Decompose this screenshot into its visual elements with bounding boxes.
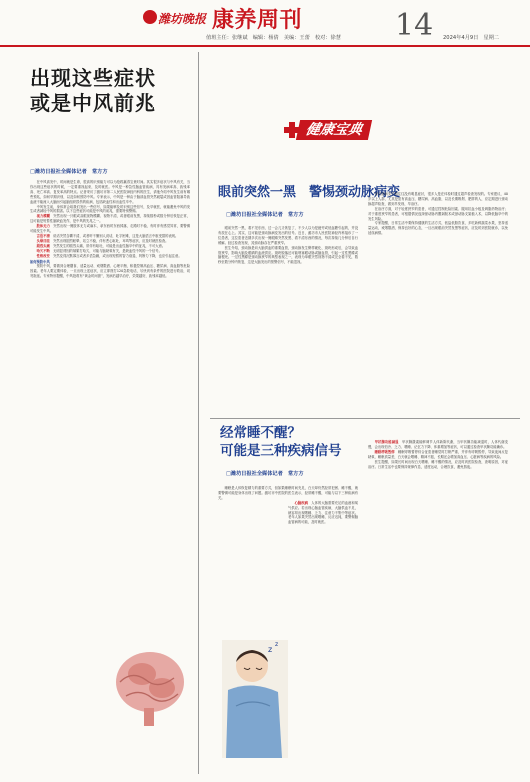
sleep-item-3: 睡眠呼吸暂停 睡眠呼吸暂停综合征患者睡觉时打鼾严重，并伴有呼吸暂停，导致夜间反复缺氧、睡眠质量差，白天就会嗜睡、精神不振，长期还会增加高血压、心脏病等疾病的风险。	[368, 449, 509, 459]
symptom-item-6: 哈欠不断 无明显诱因的频繁打哈欠，可能与脑缺氧有关，是缺血性中风的一个信号。	[36, 248, 162, 253]
article3-byline: □潍坊日报社全媒体记者 常方方	[226, 471, 304, 477]
masthead-title: 康养周刊	[212, 7, 303, 33]
svg-text:z: z	[268, 645, 273, 654]
article3-p1: 睡眠是人体恢复精力的重要方式，但如果睡眠时间充足，白天却仍然经常犯困、睡不醒，就要警惕可能是身体出现了问题。潍坊市中医院的医生表示，经常睡不醒，可能与以下三种疾病有关。	[218, 486, 358, 500]
article3-headline-line-2: 可能是三种疾病信号	[220, 443, 342, 459]
symptom-item-2: 肢体无力 突然出现一侧肢体无力或麻木，拿东西时东西掉落，走路时不稳，有时伴有感觉异常，要警惕可能发生中风。	[30, 224, 191, 234]
article3-col-2	[368, 440, 508, 469]
health-logo	[284, 120, 404, 142]
symptom-item-4: 头晕目眩 突然出现剧烈眩晕，站立不稳，伴有恶心呕吐，耳鸣等症状，应及时就医检查。	[36, 238, 169, 243]
symptom-item-5: 剧烈头痛 突然发生的剧烈头痛，常伴有呕吐，可能是出血性脑卒中的征兆，不可大意。	[36, 243, 166, 248]
sleep-item-1: 心脑疾病 人体的大脑需要充足的血液和氧气供应。若出现心脑血管疾病，大脑供血不足，就容易出现嗜睡、乏力、注意力不集中等症状。老年人如果突然出现嗜睡、反应迟钝，要警惕脑血管病的可能，及时就医。	[288, 500, 359, 525]
article2-p3: 颈动脉病变早期往往没有明显症状，很多人是在体检时通过超声检查发现的。专家建议，40岁以上人群，尤其是患有高血压、糖尿病、高血脂，以及长期吸烟、肥胖的人，应定期进行颈动脉超声检查，做到早发现、早治疗。	[368, 192, 508, 206]
symptom-item-1: 视力模糊 突然出现一只眼或双眼视物模糊、视物不清，或者眼前发黑，持续数秒或数分钟后恢复正常，这可能是短暂性脑缺血发作，是中风的先兆之一。	[30, 214, 191, 224]
article2-p5: 专家提醒，日常生活中要保持健康的生活方式，低盐低脂饮食，多吃新鲜蔬菜水果，坚持适量运动，戒烟限酒，保持良好的心态，一旦出现眼前突然发黑等症状，应及时到医院就诊，以免延误病情。	[368, 221, 508, 236]
brain-image-icon	[108, 640, 186, 730]
article2-col-1	[218, 226, 358, 265]
masthead-logo-icon	[143, 10, 157, 24]
section-separator	[210, 418, 520, 419]
article2-headline: 眼前突然一黑 警惕颈动脉病变	[218, 185, 401, 200]
prevent-title: 如何预防中风	[30, 259, 50, 264]
brain-illustration	[108, 640, 186, 730]
masthead-info: 值班主任：张继斌 编辑：杨倩 美编：王蕾 校对：徐慧	[206, 35, 341, 41]
article1-byline: □潍坊日报社全媒体记者 常方方	[30, 169, 108, 175]
headline-line-2: 或是中风前兆	[30, 91, 156, 115]
sleeping-person-icon	[222, 640, 288, 758]
article2-byline: □潍坊日报社全媒体记者 常方方	[226, 212, 304, 218]
article3-ending: 医生提醒，如果长时间出现白天嗜睡、睡不醒的情况，应及时到医院检查，查明原因，对症治疗。日常生活中也要保持规律作息，适度运动，合理饮食，避免熬夜。	[368, 459, 508, 469]
sleep-illustration	[222, 640, 288, 758]
article2-p2: 医生介绍，颈动脉是向大脑供血的重要血管，颈动脉发生粥样硬化、斑块形成后，会导致血管狭窄，影响大脑及眼睛的血液供应。斑块脱落还可能堵塞眼动脉或脑血管，引起一过性黑矇或脑梗死。一过性黑矇是颈动脉狭窄的典型表现之一，表现为单眼突然视物不清或完全看不见，数秒至数分钟内恢复，这是大脑发出的预警信号，不能忽视。	[218, 245, 358, 265]
headline-line-1: 出现这些症状	[30, 66, 156, 90]
article1-body	[30, 180, 190, 279]
masthead-logo-brand: 潍坊晚报	[158, 12, 207, 26]
page-number: 14	[395, 8, 434, 43]
logo-label: 健康宝典	[296, 120, 372, 140]
article3-col-1	[218, 486, 358, 525]
article1-para2: 中风发生前，身体常会给我们发出一些信号，如果能够及时识别这些信号，及早就医，就能避免中风的发生或者减轻中风的损害。以下这些症状可能是中风的前兆，需要特别警惕。	[30, 204, 190, 214]
column-divider	[198, 52, 199, 774]
headline-block	[30, 66, 156, 116]
symptom-item-3: 言语不清 说话突然含糊不清，或者听不懂别人说话，吐字困难，这是大脑语言中枢受损的表现。	[36, 233, 179, 238]
sleep-item-2: 甲状腺功能减退 甲状腺激素能够调节人体新陈代谢，当甲状腺功能减退时，人体代谢变慢，会出现怕冷、乏力、嗜睡、记忆力下降、体重增加等症状，可以通过检查甲状腺功能确诊。	[368, 440, 509, 449]
article3-headline-line-1: 经常睡不醒？	[220, 425, 301, 441]
svg-text:z: z	[275, 641, 279, 648]
prevent-body: 预防中风，要做到合理膳食、适量运动、戒烟限酒、心理平衡，积极控制高血压、糖尿病、高血脂等危险因素。老年人要定期体检，一旦出现上述症状，应立即拨打120急救电话，尽快到有条件的医院进行救治，切勿拖延。专家特别提醒，中风抢救有“黄金时间窗”，发病后越早治疗，效果越好，致残率越低。	[30, 264, 190, 279]
issue-date: 2024年4月9日 星期二	[443, 35, 500, 41]
symptom-item-7: 性格改变 突然变得沉默寡言或者多语急躁，或出现短暂的智力衰退、判断力下降，也应引起注意。	[36, 253, 182, 258]
article2-p1: 眼前突然一黑，看不见东西，过一会儿又恢复了，不少人以为是疲劳或低血糖引起的，并没有放在心上。其实，这可能是颈动脉病变发出的信号。近日，潍坊市人民医院神经内科接诊了一位患者，这位患者近期多次出现一侧眼睛突然发黑、看不清东西的情况，每次持续几分钟后自行缓解。经过检查发现，其颈动脉存在严重狭窄。	[218, 226, 358, 245]
article2-col-2	[368, 192, 508, 236]
masthead-rule	[0, 45, 530, 47]
article3-headline	[220, 424, 342, 460]
article2-p4: 在治疗方面，对于轻度狭窄的患者，可通过控制危险因素、服用抗血小板及调脂药物治疗；对于重度狭窄的患者，可根据情况选择颈动脉内膜剥脱术或颈动脉支架植入术，以降低脑卒中的发生风险。	[368, 206, 508, 221]
masthead	[0, 0, 530, 46]
article1-intro: 在中风高发中，时间就是生命，很高的识别能力可以为抢救赢得宝贵时间。其实很多症状与中风有关，当你出现这些症状的时候，一定要重视起来，及时就医。中风是一种急性脑血管疾病，具有发病率高、致残率高、死亡率高、复发率高的特点。记者采访了潍坊市第二人民医院神经内科的医生，请他介绍中风发生前有哪些预兆，如何早期识别，以及如何预防中风。专家表示，中风是一种由于脑部血管突然破裂或因血管阻塞导致血液不能流入大脑而引起脑组织损伤的疾病，包括缺血性和出血性卒中。	[30, 180, 190, 204]
